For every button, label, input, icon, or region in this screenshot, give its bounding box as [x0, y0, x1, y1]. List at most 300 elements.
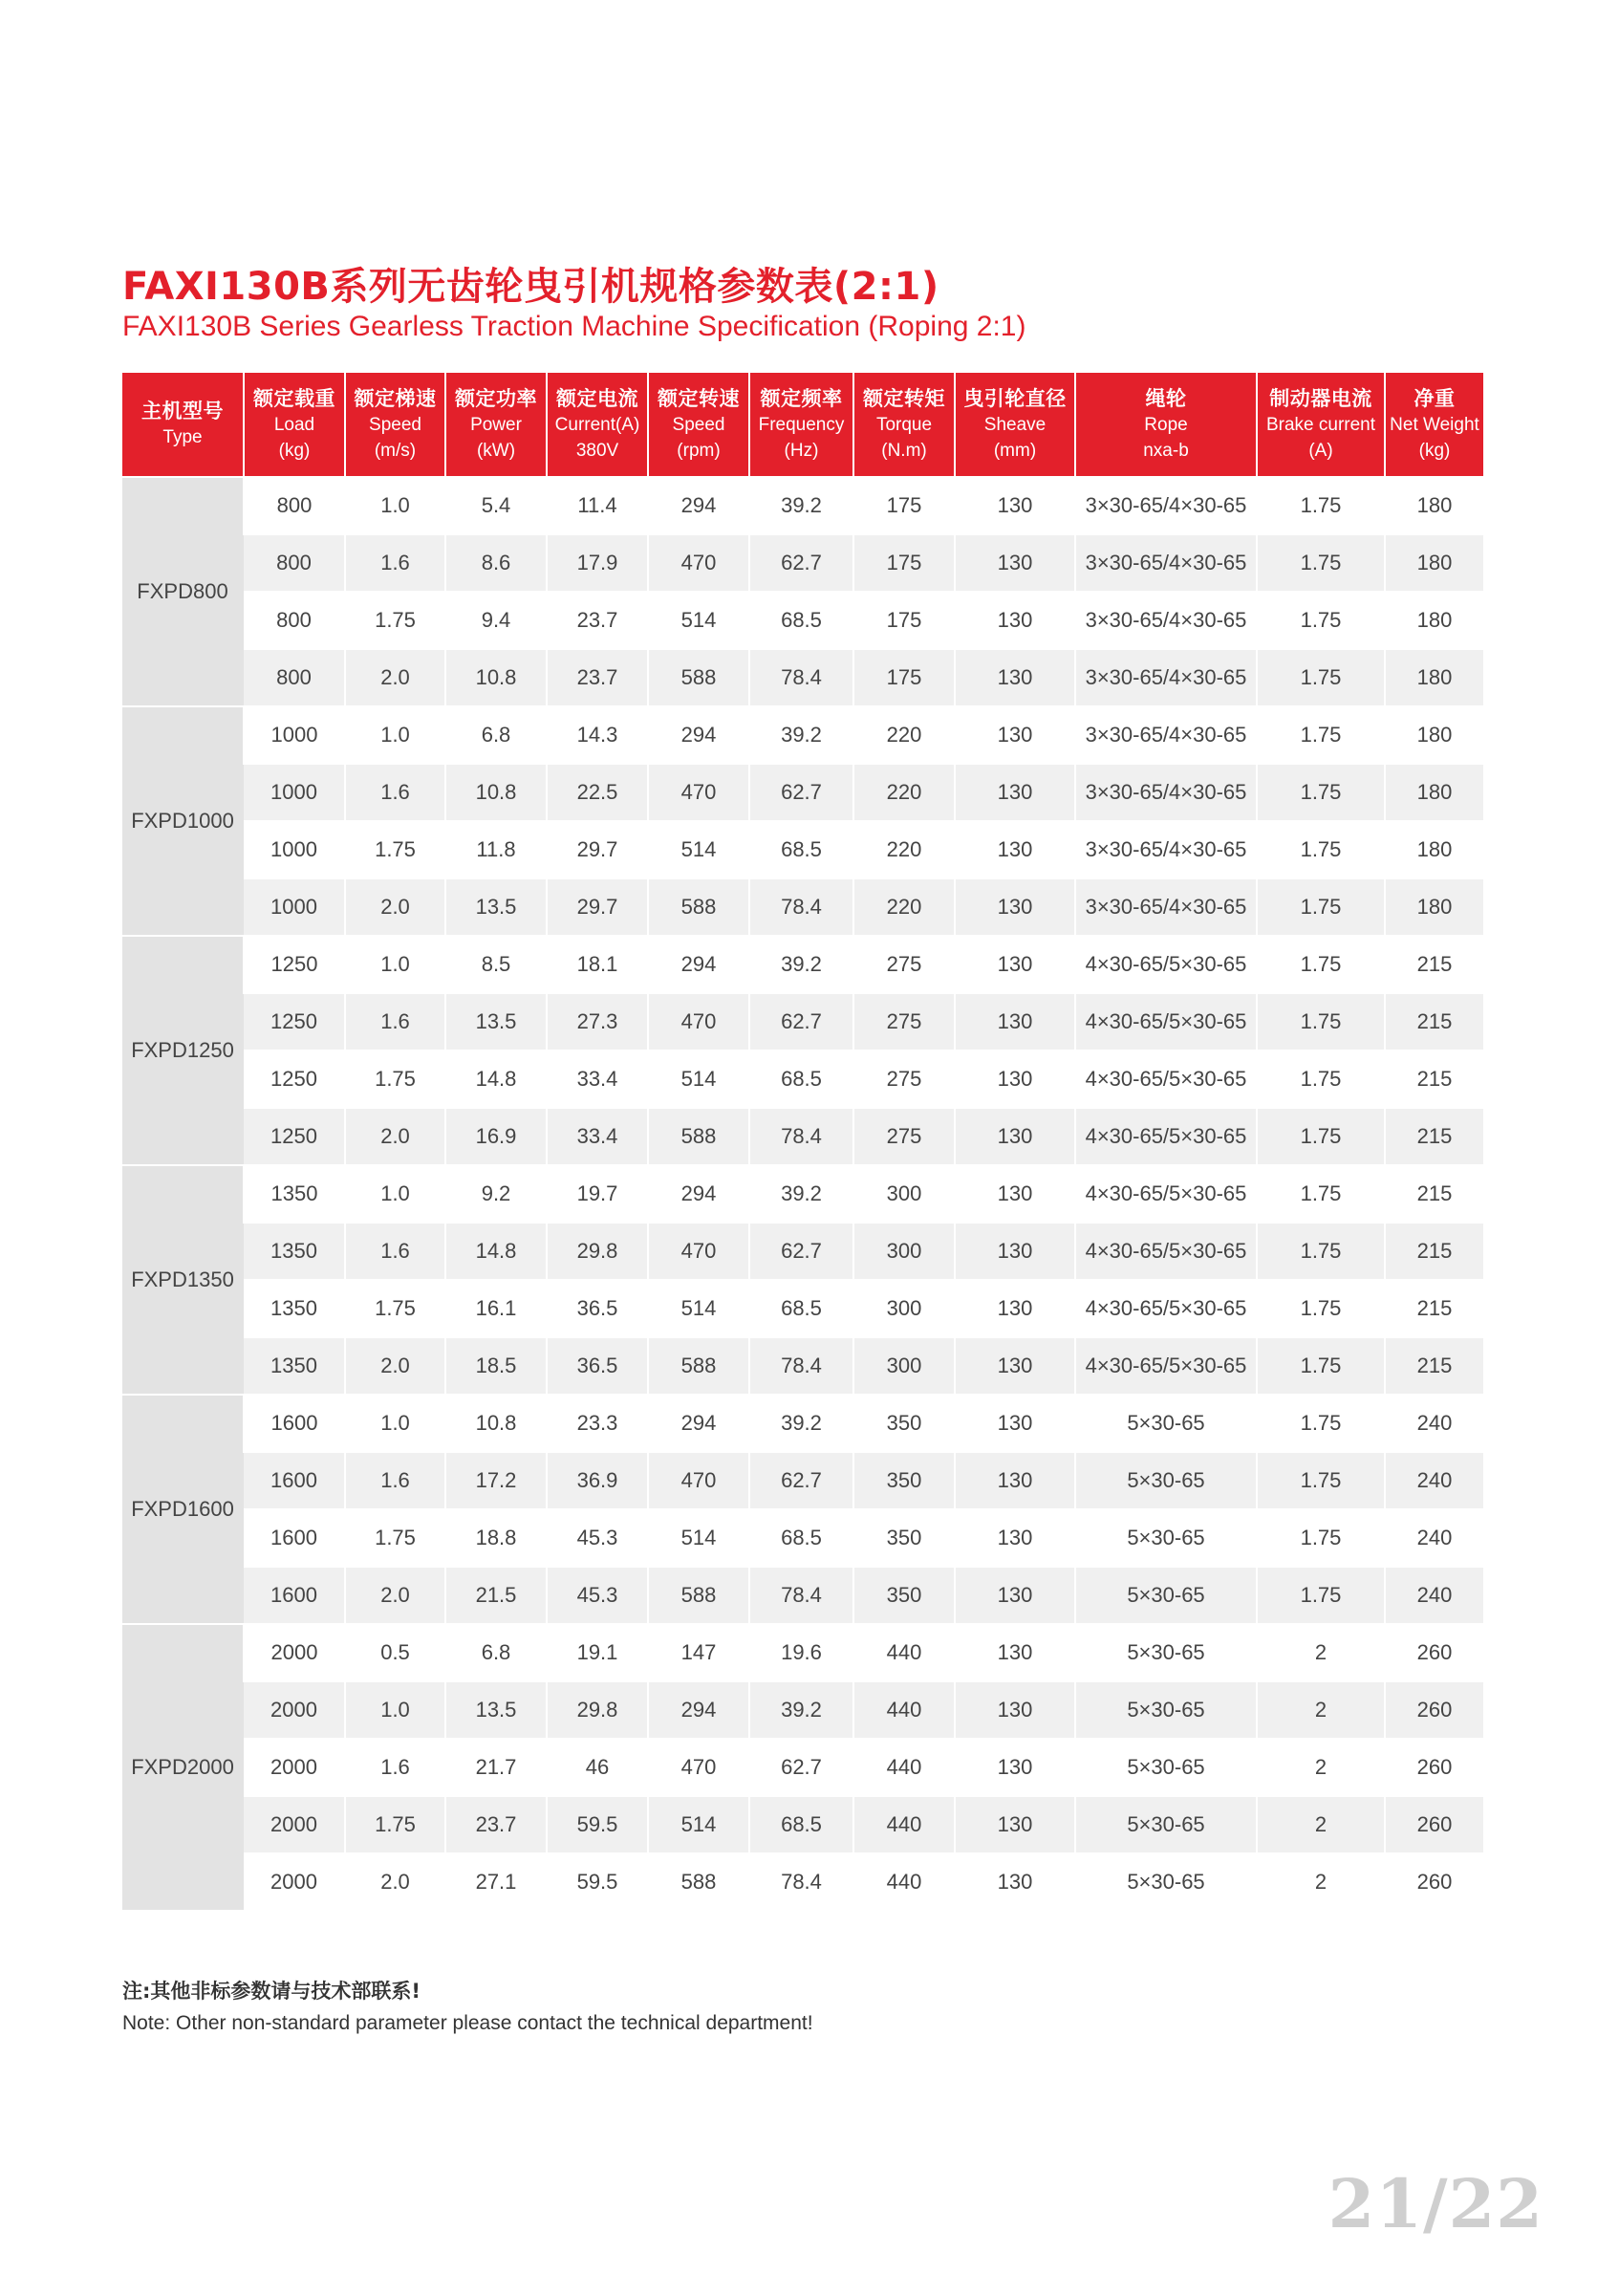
- table-row: [122, 1739, 1483, 1796]
- table-cell: 13.5: [445, 878, 547, 936]
- table-cell: 4×30-65/5×30-65: [1075, 1337, 1257, 1395]
- header-speed: 额定梯速 Speed (m/s): [345, 373, 445, 477]
- table-cell: 1000: [244, 821, 345, 878]
- table-cell: 215: [1385, 993, 1483, 1051]
- table-cell: 4×30-65/5×30-65: [1075, 1108, 1257, 1165]
- table-cell: 294: [648, 706, 749, 764]
- table-cell: 1.75: [345, 1051, 445, 1108]
- table-cell: 1.0: [345, 936, 445, 993]
- table-cell: 2: [1257, 1853, 1385, 1910]
- header-current: 额定电流 Current(A) 380V: [547, 373, 648, 477]
- table-cell: 800: [244, 534, 345, 592]
- table-cell: 1.75: [1257, 1509, 1385, 1567]
- table-cell: 130: [955, 1509, 1075, 1567]
- table-cell: 1.6: [345, 1452, 445, 1509]
- table-cell: 294: [648, 936, 749, 993]
- table-cell: 1600: [244, 1395, 345, 1452]
- table-cell: 514: [648, 1796, 749, 1853]
- table-cell: 588: [648, 1108, 749, 1165]
- table-cell: 5×30-65: [1075, 1567, 1257, 1624]
- table-cell: 39.2: [749, 477, 853, 534]
- table-row: [122, 1624, 1483, 1681]
- table-cell: 220: [853, 878, 955, 936]
- table-cell: 1.6: [345, 764, 445, 821]
- table-cell: 13.5: [445, 1681, 547, 1739]
- table-cell: 294: [648, 1681, 749, 1739]
- table-cell: 1.75: [1257, 1280, 1385, 1337]
- table-cell: 68.5: [749, 821, 853, 878]
- table-cell: 9.4: [445, 592, 547, 649]
- table-cell: 130: [955, 1796, 1075, 1853]
- table-cell: 440: [853, 1796, 955, 1853]
- table-cell: 68.5: [749, 1509, 853, 1567]
- table-cell: 294: [648, 1165, 749, 1223]
- table-row: [122, 1395, 1483, 1452]
- table-cell: 22.5: [547, 764, 648, 821]
- table-cell: 27.3: [547, 993, 648, 1051]
- table-cell: 514: [648, 821, 749, 878]
- table-cell: 11.8: [445, 821, 547, 878]
- table-cell: 1.75: [1257, 1567, 1385, 1624]
- table-cell: 9.2: [445, 1165, 547, 1223]
- table-cell: 3×30-65/4×30-65: [1075, 592, 1257, 649]
- table-cell: 1.75: [345, 592, 445, 649]
- header-rope: 绳轮 Rope nxa-b: [1075, 373, 1257, 477]
- table-cell: 4×30-65/5×30-65: [1075, 1051, 1257, 1108]
- table-cell: 1.75: [1257, 1395, 1385, 1452]
- table-cell: 130: [955, 821, 1075, 878]
- table-cell: 260: [1385, 1739, 1483, 1796]
- type-cell: FXPD1250: [122, 936, 244, 1165]
- table-cell: 180: [1385, 592, 1483, 649]
- table-cell: 1250: [244, 1108, 345, 1165]
- table-cell: 19.6: [749, 1624, 853, 1681]
- table-row: [122, 706, 1483, 764]
- table-cell: 130: [955, 1280, 1075, 1337]
- table-row: [122, 477, 1483, 534]
- table-cell: 1250: [244, 936, 345, 993]
- table-cell: 10.8: [445, 1395, 547, 1452]
- table-cell: 21.7: [445, 1739, 547, 1796]
- table-cell: 260: [1385, 1681, 1483, 1739]
- table-cell: 175: [853, 649, 955, 706]
- table-row: [122, 821, 1483, 878]
- table-cell: 4×30-65/5×30-65: [1075, 1280, 1257, 1337]
- table-cell: 2000: [244, 1853, 345, 1910]
- table-cell: 800: [244, 592, 345, 649]
- table-cell: 440: [853, 1739, 955, 1796]
- table-cell: 18.8: [445, 1509, 547, 1567]
- table-row: [122, 1681, 1483, 1739]
- table-cell: 1000: [244, 878, 345, 936]
- table-cell: 5.4: [445, 477, 547, 534]
- table-row: [122, 534, 1483, 592]
- table-cell: 130: [955, 1051, 1075, 1108]
- table-cell: 514: [648, 1509, 749, 1567]
- table-cell: 1.75: [345, 1509, 445, 1567]
- table-cell: 470: [648, 764, 749, 821]
- table-cell: 300: [853, 1337, 955, 1395]
- table-cell: 2000: [244, 1624, 345, 1681]
- table-row: [122, 1223, 1483, 1280]
- table-cell: 36.5: [547, 1280, 648, 1337]
- table-cell: 1.75: [1257, 993, 1385, 1051]
- table-cell: 23.3: [547, 1395, 648, 1452]
- header-rpm: 额定转速 Speed (rpm): [648, 373, 749, 477]
- table-cell: 1.75: [345, 1796, 445, 1853]
- table-cell: 17.2: [445, 1452, 547, 1509]
- table-cell: 294: [648, 1395, 749, 1452]
- table-cell: 62.7: [749, 534, 853, 592]
- table-cell: 800: [244, 649, 345, 706]
- table-cell: 33.4: [547, 1108, 648, 1165]
- table-cell: 470: [648, 993, 749, 1051]
- table-cell: 180: [1385, 649, 1483, 706]
- table-cell: 2.0: [345, 878, 445, 936]
- table-cell: 175: [853, 592, 955, 649]
- table-cell: 78.4: [749, 1108, 853, 1165]
- table-cell: 220: [853, 706, 955, 764]
- table-cell: 23.7: [547, 592, 648, 649]
- table-cell: 1.6: [345, 1223, 445, 1280]
- table-cell: 5×30-65: [1075, 1681, 1257, 1739]
- table-cell: 4×30-65/5×30-65: [1075, 1165, 1257, 1223]
- table-cell: 260: [1385, 1796, 1483, 1853]
- table-cell: 1.75: [1257, 764, 1385, 821]
- table-cell: 275: [853, 936, 955, 993]
- table-cell: 1350: [244, 1280, 345, 1337]
- table-cell: 1.75: [1257, 1108, 1385, 1165]
- table-cell: 3×30-65/4×30-65: [1075, 649, 1257, 706]
- table-cell: 13.5: [445, 993, 547, 1051]
- table-cell: 130: [955, 1567, 1075, 1624]
- table-cell: 29.7: [547, 821, 648, 878]
- table-cell: 5×30-65: [1075, 1624, 1257, 1681]
- table-cell: 29.7: [547, 878, 648, 936]
- table-cell: 240: [1385, 1567, 1483, 1624]
- table-cell: 2.0: [345, 1337, 445, 1395]
- table-cell: 3×30-65/4×30-65: [1075, 706, 1257, 764]
- table-cell: 18.1: [547, 936, 648, 993]
- header-brake-current: 制动器电流 Brake current (A): [1257, 373, 1385, 477]
- table-cell: 130: [955, 534, 1075, 592]
- table-cell: 350: [853, 1452, 955, 1509]
- table-cell: 3×30-65/4×30-65: [1075, 534, 1257, 592]
- table-cell: 39.2: [749, 706, 853, 764]
- table-cell: 130: [955, 1223, 1075, 1280]
- table-cell: 1.75: [1257, 1051, 1385, 1108]
- table-cell: 514: [648, 1280, 749, 1337]
- table-cell: 78.4: [749, 1567, 853, 1624]
- table-cell: 588: [648, 1337, 749, 1395]
- table-cell: 8.6: [445, 534, 547, 592]
- table-cell: 130: [955, 1681, 1075, 1739]
- table-cell: 39.2: [749, 936, 853, 993]
- table-cell: 68.5: [749, 1280, 853, 1337]
- table-cell: 23.7: [445, 1796, 547, 1853]
- table-cell: 4×30-65/5×30-65: [1075, 1223, 1257, 1280]
- table-cell: 1.75: [1257, 1337, 1385, 1395]
- table-cell: 220: [853, 764, 955, 821]
- table-cell: 2: [1257, 1739, 1385, 1796]
- table-row: [122, 1165, 1483, 1223]
- table-row: [122, 1853, 1483, 1910]
- type-cell: FXPD1600: [122, 1395, 244, 1624]
- table-cell: 300: [853, 1165, 955, 1223]
- table-cell: 130: [955, 1395, 1075, 1452]
- table-row: [122, 1452, 1483, 1509]
- table-cell: 1.75: [1257, 821, 1385, 878]
- header-frequency: 额定频率 Frequency (Hz): [749, 373, 853, 477]
- table-cell: 2000: [244, 1796, 345, 1853]
- table-cell: 2: [1257, 1796, 1385, 1853]
- table-cell: 3×30-65/4×30-65: [1075, 764, 1257, 821]
- table-cell: 800: [244, 477, 345, 534]
- table-cell: 130: [955, 764, 1075, 821]
- table-cell: 1.75: [345, 1280, 445, 1337]
- table-cell: 10.8: [445, 649, 547, 706]
- table-cell: 14.8: [445, 1223, 547, 1280]
- table-cell: 180: [1385, 534, 1483, 592]
- table-cell: 240: [1385, 1395, 1483, 1452]
- header-torque: 额定转矩 Torque (N.m): [853, 373, 955, 477]
- table-cell: 2.0: [345, 1567, 445, 1624]
- table-cell: 6.8: [445, 1624, 547, 1681]
- table-cell: 11.4: [547, 477, 648, 534]
- table-cell: 514: [648, 1051, 749, 1108]
- table-cell: 16.1: [445, 1280, 547, 1337]
- table-cell: 440: [853, 1681, 955, 1739]
- table-cell: 1250: [244, 993, 345, 1051]
- table-cell: 2: [1257, 1681, 1385, 1739]
- table-cell: 62.7: [749, 1223, 853, 1280]
- table-cell: 1000: [244, 764, 345, 821]
- type-cell: FXPD800: [122, 477, 244, 706]
- table-cell: 46: [547, 1739, 648, 1796]
- table-cell: 470: [648, 1452, 749, 1509]
- table-row: [122, 1337, 1483, 1395]
- table-cell: 130: [955, 706, 1075, 764]
- footnote-en: Note: Other non-standard parameter please contact the technical department!: [122, 2012, 813, 2034]
- header-type: 主机型号 Type: [122, 373, 244, 477]
- table-cell: 180: [1385, 706, 1483, 764]
- table-cell: 215: [1385, 1165, 1483, 1223]
- table-cell: 215: [1385, 936, 1483, 993]
- table-cell: 440: [853, 1624, 955, 1681]
- table-cell: 130: [955, 649, 1075, 706]
- table-cell: 39.2: [749, 1681, 853, 1739]
- table-cell: 1.75: [1257, 706, 1385, 764]
- table-cell: 1.75: [1257, 534, 1385, 592]
- table-cell: 1.75: [1257, 1452, 1385, 1509]
- table-cell: 215: [1385, 1337, 1483, 1395]
- table-cell: 3×30-65/4×30-65: [1075, 878, 1257, 936]
- table-cell: 2.0: [345, 1853, 445, 1910]
- table-cell: 175: [853, 534, 955, 592]
- table-cell: 147: [648, 1624, 749, 1681]
- table-cell: 5×30-65: [1075, 1796, 1257, 1853]
- table-cell: 1.0: [345, 1165, 445, 1223]
- table-cell: 5×30-65: [1075, 1853, 1257, 1910]
- table-cell: 27.1: [445, 1853, 547, 1910]
- table-cell: 1.0: [345, 477, 445, 534]
- table-cell: 62.7: [749, 993, 853, 1051]
- table-cell: 62.7: [749, 764, 853, 821]
- table-cell: 23.7: [547, 649, 648, 706]
- table-row: [122, 936, 1483, 993]
- type-cell: FXPD1350: [122, 1165, 244, 1395]
- table-cell: 21.5: [445, 1567, 547, 1624]
- table-cell: 1000: [244, 706, 345, 764]
- table-cell: 1.75: [1257, 649, 1385, 706]
- page-title-en: FAXI130B Series Gearless Traction Machine Specification (Roping 2:1): [122, 311, 1026, 342]
- table-cell: 5×30-65: [1075, 1739, 1257, 1796]
- table-cell: 1.0: [345, 706, 445, 764]
- table-row: [122, 649, 1483, 706]
- table-row: [122, 1108, 1483, 1165]
- table-cell: 130: [955, 936, 1075, 993]
- table-cell: 130: [955, 592, 1075, 649]
- table-cell: 130: [955, 993, 1075, 1051]
- table-cell: 588: [648, 1567, 749, 1624]
- table-cell: 275: [853, 1051, 955, 1108]
- table-cell: 1350: [244, 1337, 345, 1395]
- header-net-weight: 净重 Net Weight (kg): [1385, 373, 1483, 477]
- table-cell: 1.75: [1257, 1165, 1385, 1223]
- table-cell: 45.3: [547, 1567, 648, 1624]
- table-row: [122, 1567, 1483, 1624]
- table-cell: 130: [955, 1165, 1075, 1223]
- table-cell: 16.9: [445, 1108, 547, 1165]
- footnote: [122, 1975, 813, 2040]
- table-cell: 19.1: [547, 1624, 648, 1681]
- table-cell: 350: [853, 1567, 955, 1624]
- table-cell: 294: [648, 477, 749, 534]
- table-cell: 59.5: [547, 1796, 648, 1853]
- table-cell: 130: [955, 1739, 1075, 1796]
- table-cell: 29.8: [547, 1681, 648, 1739]
- table-cell: 260: [1385, 1624, 1483, 1681]
- table-cell: 300: [853, 1223, 955, 1280]
- table-cell: 1.75: [345, 821, 445, 878]
- table-cell: 18.5: [445, 1337, 547, 1395]
- table-cell: 2: [1257, 1624, 1385, 1681]
- table-cell: 260: [1385, 1853, 1483, 1910]
- table-cell: 470: [648, 1739, 749, 1796]
- table-cell: 130: [955, 1853, 1075, 1910]
- table-cell: 1.75: [1257, 878, 1385, 936]
- table-cell: 130: [955, 878, 1075, 936]
- table-cell: 1600: [244, 1509, 345, 1567]
- table-cell: 68.5: [749, 1796, 853, 1853]
- table-cell: 78.4: [749, 649, 853, 706]
- table-cell: 440: [853, 1853, 955, 1910]
- table-row: [122, 764, 1483, 821]
- table-row: [122, 993, 1483, 1051]
- table-cell: 2000: [244, 1681, 345, 1739]
- table-cell: 78.4: [749, 878, 853, 936]
- table-row: [122, 1051, 1483, 1108]
- table-cell: 514: [648, 592, 749, 649]
- table-cell: 36.9: [547, 1452, 648, 1509]
- table-cell: 240: [1385, 1452, 1483, 1509]
- table-cell: 275: [853, 1108, 955, 1165]
- table-cell: 220: [853, 821, 955, 878]
- table-cell: 78.4: [749, 1337, 853, 1395]
- table-cell: 33.4: [547, 1051, 648, 1108]
- spec-table: [122, 373, 1483, 1910]
- table-cell: 1.75: [1257, 936, 1385, 993]
- header-load: 额定载重 Load (kg): [244, 373, 345, 477]
- table-row: [122, 592, 1483, 649]
- table-cell: 1600: [244, 1452, 345, 1509]
- table-cell: 1.75: [1257, 1223, 1385, 1280]
- table-cell: 1.6: [345, 534, 445, 592]
- table-cell: 59.5: [547, 1853, 648, 1910]
- table-cell: 215: [1385, 1280, 1483, 1337]
- table-cell: 350: [853, 1395, 955, 1452]
- table-cell: 2.0: [345, 649, 445, 706]
- table-cell: 130: [955, 1452, 1075, 1509]
- table-cell: 300: [853, 1280, 955, 1337]
- table-cell: 6.8: [445, 706, 547, 764]
- table-cell: 1.6: [345, 1739, 445, 1796]
- table-cell: 130: [955, 1108, 1075, 1165]
- type-cell: FXPD2000: [122, 1624, 244, 1910]
- table-cell: 350: [853, 1509, 955, 1567]
- table-cell: 78.4: [749, 1853, 853, 1910]
- table-cell: 1.0: [345, 1395, 445, 1452]
- table-cell: 4×30-65/5×30-65: [1075, 993, 1257, 1051]
- table-cell: 1350: [244, 1165, 345, 1223]
- table-cell: 36.5: [547, 1337, 648, 1395]
- table-cell: 1250: [244, 1051, 345, 1108]
- table-cell: 130: [955, 1337, 1075, 1395]
- table-cell: 62.7: [749, 1739, 853, 1796]
- table-cell: 1350: [244, 1223, 345, 1280]
- table-row: [122, 1280, 1483, 1337]
- table-cell: 5×30-65: [1075, 1452, 1257, 1509]
- table-cell: 8.5: [445, 936, 547, 993]
- table-cell: 130: [955, 477, 1075, 534]
- table-cell: 5×30-65: [1075, 1509, 1257, 1567]
- table-cell: 130: [955, 1624, 1075, 1681]
- header-power: 额定功率 Power (kW): [445, 373, 547, 477]
- table-cell: 39.2: [749, 1165, 853, 1223]
- table-cell: 588: [648, 649, 749, 706]
- table-row: [122, 878, 1483, 936]
- header-sheave: 曳引轮直径 Sheave (mm): [955, 373, 1075, 477]
- table-cell: 1.75: [1257, 592, 1385, 649]
- table-cell: 588: [648, 878, 749, 936]
- table-cell: 180: [1385, 477, 1483, 534]
- table-row: [122, 1509, 1483, 1567]
- table-cell: 3×30-65/4×30-65: [1075, 477, 1257, 534]
- table-cell: 2000: [244, 1739, 345, 1796]
- table-cell: 240: [1385, 1509, 1483, 1567]
- table-cell: 68.5: [749, 592, 853, 649]
- table-cell: 180: [1385, 764, 1483, 821]
- table-cell: 68.5: [749, 1051, 853, 1108]
- table-cell: 29.8: [547, 1223, 648, 1280]
- table-cell: 3×30-65/4×30-65: [1075, 821, 1257, 878]
- table-cell: 180: [1385, 821, 1483, 878]
- table-cell: 17.9: [547, 534, 648, 592]
- table-cell: 215: [1385, 1108, 1483, 1165]
- table-cell: 45.3: [547, 1509, 648, 1567]
- table-cell: 39.2: [749, 1395, 853, 1452]
- table-cell: 0.5: [345, 1624, 445, 1681]
